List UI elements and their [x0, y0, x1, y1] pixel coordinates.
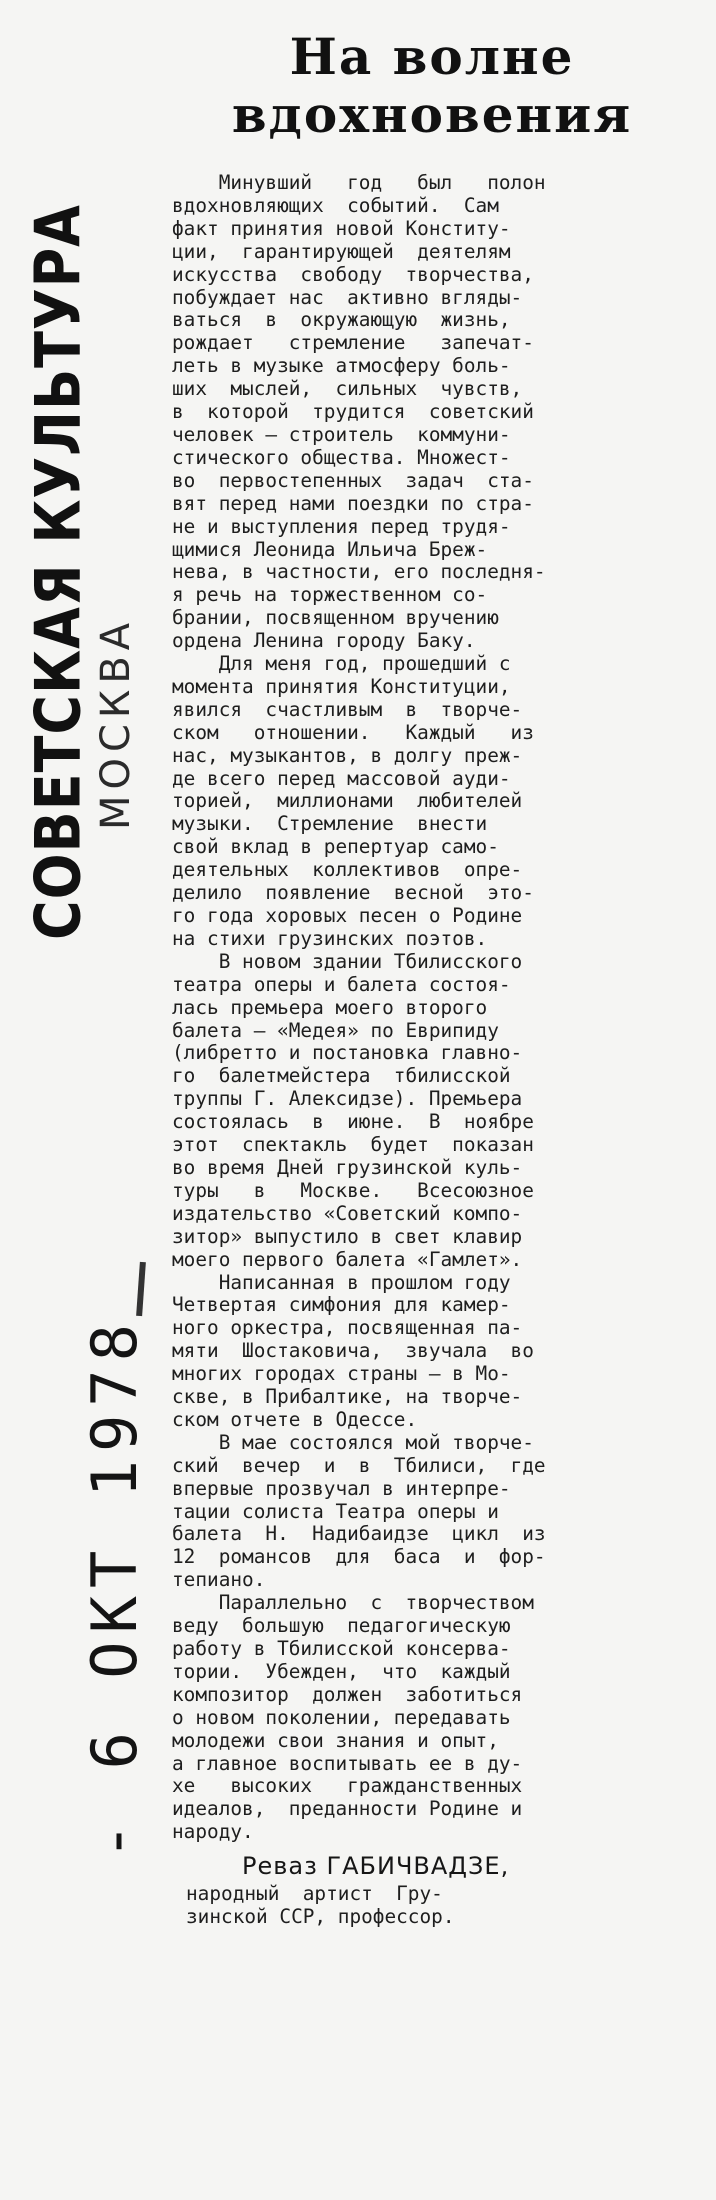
text-line: искусства свободу творчества,	[172, 262, 534, 286]
text-line: тепиано.	[172, 1568, 266, 1592]
headline-line-1: На волне	[289, 27, 575, 86]
article-paragraph	[172, 1592, 692, 1844]
text-line: человек — строитель коммуни-	[172, 422, 511, 446]
text-line: леть в музыке атмосферу боль-	[172, 354, 511, 378]
text-line: многих городах страны — в Мо-	[172, 1362, 511, 1386]
text-line: туры в Москве. Всесоюзное	[172, 1178, 534, 1202]
credentials-line-1: народный артист Гру-	[186, 1882, 443, 1906]
text-line: в которой трудится советский	[172, 400, 534, 424]
text-line: момента принятия Конституции,	[172, 674, 511, 698]
text-line: труппы Г. Алексидзе). Премьера	[172, 1087, 523, 1111]
text-line: балета — «Медея» по Еврипиду	[172, 1018, 499, 1042]
text-line: народу.	[172, 1820, 254, 1844]
text-line: во первостепенных задач ста-	[172, 468, 534, 492]
text-line: Для меня год, прошедший с	[172, 652, 511, 676]
date-stamp: - 6 ОКТ 1978	[78, 1316, 151, 1860]
text-line: вят перед нами поездки по стра-	[172, 491, 534, 515]
article	[172, 28, 692, 1928]
text-line: факт принятия новой Конститу-	[172, 216, 511, 240]
text-line: Написанная в прошлом году	[172, 1270, 511, 1294]
text-line: веду большую педагогическую	[172, 1614, 511, 1638]
text-line: торией, миллионами любителей	[172, 789, 523, 813]
text-line: го года хоровых песен о Родине	[172, 904, 523, 927]
text-line: деятельных коллективов опре-	[172, 858, 523, 882]
text-line: ции, гарантирующей деятелям	[172, 239, 511, 263]
headline-line-2: вдохновения	[231, 85, 633, 144]
text-line: В мае состоялся мой творче-	[172, 1430, 534, 1454]
city-stamp: МОСКВА	[93, 616, 139, 830]
text-line: тории. Убежден, что каждый	[172, 1659, 511, 1683]
text-line: ного оркестра, посвященная па-	[172, 1316, 523, 1340]
text-line: стического общества. Множест-	[172, 445, 511, 469]
text-line: го балетмейстера тбилисской	[172, 1064, 511, 1088]
text-line: Четвертая симфония для камер-	[172, 1293, 511, 1317]
newspaper-stamp	[22, 204, 142, 940]
text-line: на стихи грузинских поэтов.	[172, 926, 488, 950]
text-line: моего первого балета «Гамлет».	[172, 1247, 523, 1271]
text-line: (либретто и постановка главно-	[172, 1041, 523, 1065]
text-line: делило появление весной это-	[172, 881, 534, 905]
text-line: ский вечер и в Тбилиси, где	[172, 1453, 546, 1477]
text-line: лась премьера моего второго	[172, 995, 488, 1019]
newspaper-name-stamp: СОВЕТСКАЯ КУЛЬТУРА	[22, 204, 95, 940]
text-line: во время Дней грузинской куль-	[172, 1155, 523, 1179]
article-paragraph	[172, 653, 692, 951]
margin-stamps	[14, 0, 164, 2200]
text-line: композитор должен заботиться	[172, 1682, 523, 1706]
author-signature: Реваз ГАБИЧВАДЗЕ,	[242, 1852, 510, 1881]
text-line: работу в Тбилисской консерва-	[172, 1637, 511, 1660]
text-line: театра оперы и балета состоя-	[172, 972, 511, 996]
text-line: музыки. Стремление внести	[172, 812, 488, 836]
article-paragraph	[172, 1432, 692, 1592]
author-credentials	[172, 1882, 692, 1928]
text-line: идеалов, преданности Родине и	[172, 1797, 523, 1821]
text-line: 12 романсов для баса и фор-	[172, 1545, 546, 1569]
text-line: вдохновляющих событий. Сам	[172, 193, 499, 217]
text-line: зитор» выпустило в свет клавир	[172, 1224, 523, 1248]
text-line: ском отношении. Каждый из	[172, 720, 534, 744]
text-line: а главное воспитывать ее в ду-	[172, 1751, 523, 1775]
text-line: побуждает нас активно вгляды-	[172, 285, 523, 309]
article-paragraph	[172, 951, 692, 1272]
text-line: В новом здании Тбилисского	[172, 949, 523, 973]
text-line: не и выступления перед трудя-	[172, 514, 511, 538]
text-line: нева, в частности, его последня-	[172, 560, 546, 584]
text-line: свой вклад в репертуар само-	[172, 835, 499, 859]
text-line: впервые прозвучал в интерпре-	[172, 1476, 511, 1500]
article-headline	[172, 28, 692, 144]
text-line: ском отчете в Одессе.	[172, 1407, 418, 1431]
text-line: о новом поколении, передавать	[172, 1705, 511, 1729]
text-line: ордена Ленина городу Баку.	[172, 629, 476, 653]
text-line: этот спектакль будет показан	[172, 1133, 534, 1157]
text-line: де всего перед массовой ауди-	[172, 766, 511, 790]
text-line: молодежи свои знания и опыт,	[172, 1728, 499, 1752]
text-line: явился счастливым в творче-	[172, 697, 523, 721]
text-line: мяти Шостаковича, звучала во	[172, 1339, 534, 1363]
text-line: щимися Леонида Ильича Бреж-	[172, 537, 488, 561]
text-line: хе высоких гражданственных	[172, 1774, 523, 1798]
text-line: нас, музыкантов, в долгу преж-	[172, 743, 523, 767]
text-line: издательство «Советский компо-	[172, 1201, 523, 1225]
article-paragraph	[172, 1272, 692, 1432]
article-body	[172, 172, 692, 1844]
text-line: ваться в окружающую жизнь,	[172, 308, 511, 332]
text-line: я речь на торжественном со-	[172, 583, 488, 607]
article-paragraph	[172, 172, 692, 653]
text-line: ших мыслей, сильных чувств,	[172, 377, 523, 401]
text-line: скве, в Прибалтике, на творче-	[172, 1385, 523, 1409]
text-line: балета Н. Надибаидзе цикл из	[172, 1522, 546, 1546]
text-line: тации солиста Театра оперы и	[172, 1499, 499, 1523]
text-line: рождает стремление запечат-	[172, 331, 534, 355]
text-line: брании, посвященном вручению	[172, 606, 499, 630]
text-line: Параллельно с творчеством	[172, 1591, 534, 1615]
text-line: Минувший год был полон	[172, 171, 546, 194]
credentials-line-2: зинской ССР, профессор.	[186, 1905, 455, 1929]
text-line: состоялась в июне. В ноябре	[172, 1110, 534, 1134]
